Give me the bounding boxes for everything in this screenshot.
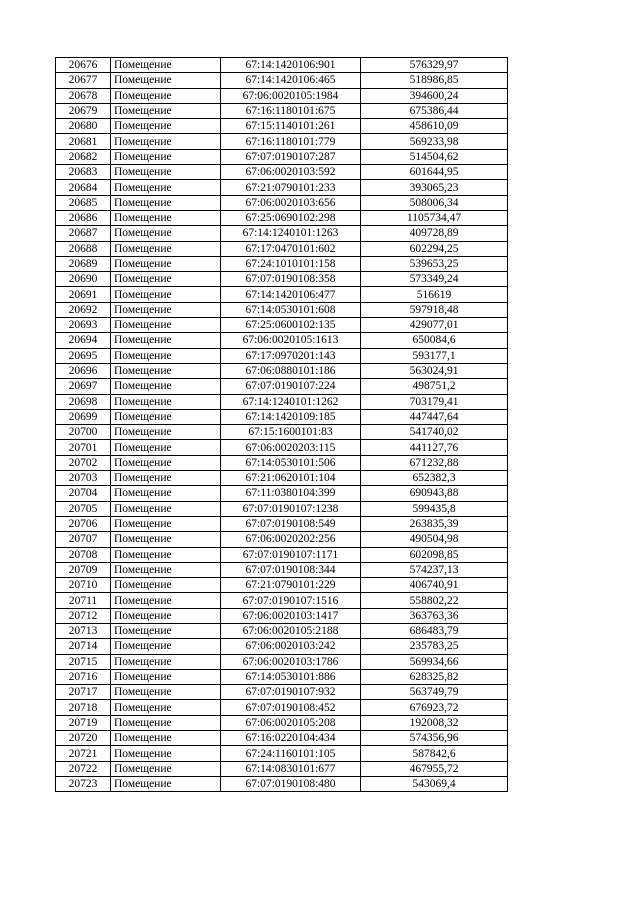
cadastral-number-cell: 67:14:0830101:677 bbox=[221, 761, 361, 776]
cadastral-value-cell: 363763,36 bbox=[361, 608, 508, 623]
object-type-cell: Помещение bbox=[111, 58, 221, 73]
table-row bbox=[56, 547, 508, 562]
table-row bbox=[56, 73, 508, 88]
table-row bbox=[56, 639, 508, 654]
object-type-cell: Помещение bbox=[111, 134, 221, 149]
cadastral-number-cell: 67:06:0020103:1417 bbox=[221, 608, 361, 623]
cadastral-number-cell: 67:06:0020202:256 bbox=[221, 532, 361, 547]
cadastral-value-cell: 458610,09 bbox=[361, 119, 508, 134]
row-number-cell: 20701 bbox=[56, 440, 111, 455]
object-type-cell: Помещение bbox=[111, 318, 221, 333]
row-number-cell: 20704 bbox=[56, 486, 111, 501]
row-number-cell: 20713 bbox=[56, 623, 111, 638]
cadastral-number-cell: 67:14:1420106:477 bbox=[221, 287, 361, 302]
row-number-cell: 20685 bbox=[56, 195, 111, 210]
cadastral-value-cell: 514504,62 bbox=[361, 149, 508, 164]
row-number-cell: 20705 bbox=[56, 501, 111, 516]
table-row bbox=[56, 256, 508, 271]
table-row bbox=[56, 731, 508, 746]
object-type-cell: Помещение bbox=[111, 654, 221, 669]
row-number-cell: 20688 bbox=[56, 241, 111, 256]
row-number-cell: 20720 bbox=[56, 731, 111, 746]
cadastral-number-cell: 67:07:0190107:1171 bbox=[221, 547, 361, 562]
cadastral-value-cell: 671232,88 bbox=[361, 455, 508, 470]
cadastral-value-cell: 406740,91 bbox=[361, 578, 508, 593]
cadastral-number-cell: 67:07:0190107:287 bbox=[221, 149, 361, 164]
cadastral-value-cell: 574237,13 bbox=[361, 562, 508, 577]
table-row bbox=[56, 425, 508, 440]
object-type-cell: Помещение bbox=[111, 119, 221, 134]
cadastral-value-cell: 467955,72 bbox=[361, 761, 508, 776]
cadastral-value-cell: 601644,95 bbox=[361, 165, 508, 180]
cadastral-number-cell: 67:17:0470101:602 bbox=[221, 241, 361, 256]
table-row bbox=[56, 103, 508, 118]
cadastral-number-cell: 67:24:1160101:105 bbox=[221, 746, 361, 761]
cadastral-number-cell: 67:07:0190107:224 bbox=[221, 379, 361, 394]
table-row bbox=[56, 318, 508, 333]
cadastral-number-cell: 67:15:1600101:83 bbox=[221, 425, 361, 440]
cadastral-value-cell: 409728,89 bbox=[361, 226, 508, 241]
cadastral-value-cell: 563749,79 bbox=[361, 685, 508, 700]
table-row bbox=[56, 241, 508, 256]
cadastral-number-cell: 67:21:0790101:233 bbox=[221, 180, 361, 195]
cadastral-number-cell: 67:14:1420106:901 bbox=[221, 58, 361, 73]
row-number-cell: 20715 bbox=[56, 654, 111, 669]
cadastral-number-cell: 67:06:0020105:1984 bbox=[221, 88, 361, 103]
cadastral-value-cell: 650084,6 bbox=[361, 333, 508, 348]
cadastral-number-cell: 67:06:0020105:208 bbox=[221, 715, 361, 730]
cadastral-number-cell: 67:16:0220104:434 bbox=[221, 731, 361, 746]
row-number-cell: 20679 bbox=[56, 103, 111, 118]
row-number-cell: 20714 bbox=[56, 639, 111, 654]
object-type-cell: Помещение bbox=[111, 394, 221, 409]
table-row bbox=[56, 348, 508, 363]
cadastral-number-cell: 67:07:0190108:452 bbox=[221, 700, 361, 715]
cadastral-number-cell: 67:06:0020203:115 bbox=[221, 440, 361, 455]
table-row bbox=[56, 165, 508, 180]
cadastral-number-cell: 67:21:0790101:229 bbox=[221, 578, 361, 593]
cadastral-number-cell: 67:07:0190108:344 bbox=[221, 562, 361, 577]
object-type-cell: Помещение bbox=[111, 287, 221, 302]
cadastral-value-cell: 490504,98 bbox=[361, 532, 508, 547]
object-type-cell: Помещение bbox=[111, 700, 221, 715]
row-number-cell: 20687 bbox=[56, 226, 111, 241]
row-number-cell: 20706 bbox=[56, 516, 111, 531]
cadastral-number-cell: 67:06:0020105:1613 bbox=[221, 333, 361, 348]
row-number-cell: 20681 bbox=[56, 134, 111, 149]
object-type-cell: Помещение bbox=[111, 501, 221, 516]
row-number-cell: 20682 bbox=[56, 149, 111, 164]
table-row bbox=[56, 700, 508, 715]
cadastral-value-cell: 569934,66 bbox=[361, 654, 508, 669]
cadastral-value-cell: 235783,25 bbox=[361, 639, 508, 654]
cadastral-value-cell: 652382,3 bbox=[361, 471, 508, 486]
object-type-cell: Помещение bbox=[111, 562, 221, 577]
cadastral-number-cell: 67:14:1420109:185 bbox=[221, 409, 361, 424]
cadastral-number-cell: 67:07:0190107:1516 bbox=[221, 593, 361, 608]
row-number-cell: 20721 bbox=[56, 746, 111, 761]
object-type-cell: Помещение bbox=[111, 425, 221, 440]
row-number-cell: 20689 bbox=[56, 256, 111, 271]
cadastral-value-cell: 690943,88 bbox=[361, 486, 508, 501]
cadastral-value-cell: 593177,1 bbox=[361, 348, 508, 363]
cadastral-number-cell: 67:25:0600102:135 bbox=[221, 318, 361, 333]
object-type-cell: Помещение bbox=[111, 685, 221, 700]
table-row bbox=[56, 180, 508, 195]
object-type-cell: Помещение bbox=[111, 516, 221, 531]
cadastral-number-cell: 67:16:1180101:779 bbox=[221, 134, 361, 149]
cadastral-value-cell: 516619 bbox=[361, 287, 508, 302]
table-row bbox=[56, 669, 508, 684]
cadastral-value-cell: 263835,39 bbox=[361, 516, 508, 531]
table-row bbox=[56, 287, 508, 302]
cadastral-number-cell: 67:07:0190108:549 bbox=[221, 516, 361, 531]
row-number-cell: 20698 bbox=[56, 394, 111, 409]
cadastral-value-cell: 628325,82 bbox=[361, 669, 508, 684]
object-type-cell: Помещение bbox=[111, 241, 221, 256]
row-number-cell: 20691 bbox=[56, 287, 111, 302]
table-row bbox=[56, 455, 508, 470]
table-row bbox=[56, 501, 508, 516]
row-number-cell: 20695 bbox=[56, 348, 111, 363]
cadastral-value-cell: 676923,72 bbox=[361, 700, 508, 715]
cadastral-value-cell: 447447,64 bbox=[361, 409, 508, 424]
row-number-cell: 20677 bbox=[56, 73, 111, 88]
row-number-cell: 20708 bbox=[56, 547, 111, 562]
row-number-cell: 20700 bbox=[56, 425, 111, 440]
table-row bbox=[56, 302, 508, 317]
cadastral-value-cell: 543069,4 bbox=[361, 776, 508, 791]
object-type-cell: Помещение bbox=[111, 256, 221, 271]
cadastral-number-cell: 67:21:0620101:104 bbox=[221, 471, 361, 486]
cadastral-value-cell: 498751,2 bbox=[361, 379, 508, 394]
object-type-cell: Помещение bbox=[111, 409, 221, 424]
object-type-cell: Помещение bbox=[111, 180, 221, 195]
object-type-cell: Помещение bbox=[111, 379, 221, 394]
table-row bbox=[56, 715, 508, 730]
cadastral-value-cell: 563024,91 bbox=[361, 363, 508, 378]
table-row bbox=[56, 578, 508, 593]
object-type-cell: Помещение bbox=[111, 639, 221, 654]
table-row bbox=[56, 119, 508, 134]
object-type-cell: Помещение bbox=[111, 623, 221, 638]
cadastral-number-cell: 67:07:0190107:1238 bbox=[221, 501, 361, 516]
cadastral-value-cell: 574356,96 bbox=[361, 731, 508, 746]
cadastral-value-cell: 599435,8 bbox=[361, 501, 508, 516]
table-row bbox=[56, 272, 508, 287]
cadastral-value-cell: 441127,76 bbox=[361, 440, 508, 455]
cadastral-number-cell: 67:06:0020103:242 bbox=[221, 639, 361, 654]
object-type-cell: Помещение bbox=[111, 471, 221, 486]
row-number-cell: 20702 bbox=[56, 455, 111, 470]
object-type-cell: Помещение bbox=[111, 593, 221, 608]
table-row bbox=[56, 149, 508, 164]
cadastral-number-cell: 67:06:0020105:2188 bbox=[221, 623, 361, 638]
cadastral-number-cell: 67:06:0020103:592 bbox=[221, 165, 361, 180]
table-row bbox=[56, 379, 508, 394]
table-row bbox=[56, 623, 508, 638]
row-number-cell: 20683 bbox=[56, 165, 111, 180]
object-type-cell: Помещение bbox=[111, 165, 221, 180]
cadastral-value-cell: 602098,85 bbox=[361, 547, 508, 562]
row-number-cell: 20678 bbox=[56, 88, 111, 103]
row-number-cell: 20722 bbox=[56, 761, 111, 776]
cadastral-number-cell: 67:25:0690102:298 bbox=[221, 210, 361, 225]
cadastral-number-cell: 67:17:0970201:143 bbox=[221, 348, 361, 363]
table-row bbox=[56, 440, 508, 455]
cadastral-number-cell: 67:14:1420106:465 bbox=[221, 73, 361, 88]
object-type-cell: Помещение bbox=[111, 715, 221, 730]
table-row bbox=[56, 333, 508, 348]
row-number-cell: 20712 bbox=[56, 608, 111, 623]
cadastral-number-cell: 67:06:0020103:656 bbox=[221, 195, 361, 210]
cadastral-number-cell: 67:14:0530101:506 bbox=[221, 455, 361, 470]
object-type-cell: Помещение bbox=[111, 73, 221, 88]
cadastral-value-cell: 558802,22 bbox=[361, 593, 508, 608]
object-type-cell: Помещение bbox=[111, 348, 221, 363]
table-row bbox=[56, 654, 508, 669]
cadastral-number-cell: 67:06:0880101:186 bbox=[221, 363, 361, 378]
row-number-cell: 20690 bbox=[56, 272, 111, 287]
object-type-cell: Помещение bbox=[111, 578, 221, 593]
table-row bbox=[56, 746, 508, 761]
cadastral-value-cell: 573349,24 bbox=[361, 272, 508, 287]
cadastral-value-cell: 587842,6 bbox=[361, 746, 508, 761]
object-type-cell: Помещение bbox=[111, 226, 221, 241]
table-row bbox=[56, 516, 508, 531]
row-number-cell: 20676 bbox=[56, 58, 111, 73]
table-row bbox=[56, 471, 508, 486]
cadastral-number-cell: 67:24:1010101:158 bbox=[221, 256, 361, 271]
table-row bbox=[56, 363, 508, 378]
object-type-cell: Помещение bbox=[111, 532, 221, 547]
table-row bbox=[56, 685, 508, 700]
table-row bbox=[56, 486, 508, 501]
cadastral-number-cell: 67:14:0530101:608 bbox=[221, 302, 361, 317]
row-number-cell: 20680 bbox=[56, 119, 111, 134]
table-row bbox=[56, 195, 508, 210]
cadastral-value-cell: 518986,85 bbox=[361, 73, 508, 88]
cadastral-value-cell: 429077,01 bbox=[361, 318, 508, 333]
cadastral-number-cell: 67:06:0020103:1786 bbox=[221, 654, 361, 669]
cadastral-value-cell: 394600,24 bbox=[361, 88, 508, 103]
object-type-cell: Помещение bbox=[111, 608, 221, 623]
cadastral-value-cell: 576329,97 bbox=[361, 58, 508, 73]
table-row bbox=[56, 394, 508, 409]
cadastral-value-table bbox=[55, 57, 508, 792]
row-number-cell: 20694 bbox=[56, 333, 111, 348]
row-number-cell: 20711 bbox=[56, 593, 111, 608]
table-body bbox=[56, 58, 508, 792]
cadastral-number-cell: 67:14:1240101:1262 bbox=[221, 394, 361, 409]
table-row bbox=[56, 226, 508, 241]
object-type-cell: Помещение bbox=[111, 455, 221, 470]
cadastral-value-cell: 508006,34 bbox=[361, 195, 508, 210]
row-number-cell: 20684 bbox=[56, 180, 111, 195]
row-number-cell: 20693 bbox=[56, 318, 111, 333]
object-type-cell: Помещение bbox=[111, 302, 221, 317]
row-number-cell: 20723 bbox=[56, 776, 111, 791]
cadastral-number-cell: 67:07:0190107:932 bbox=[221, 685, 361, 700]
row-number-cell: 20717 bbox=[56, 685, 111, 700]
row-number-cell: 20716 bbox=[56, 669, 111, 684]
object-type-cell: Помещение bbox=[111, 669, 221, 684]
row-number-cell: 20696 bbox=[56, 363, 111, 378]
table-row bbox=[56, 134, 508, 149]
object-type-cell: Помещение bbox=[111, 440, 221, 455]
object-type-cell: Помещение bbox=[111, 272, 221, 287]
object-type-cell: Помещение bbox=[111, 761, 221, 776]
cadastral-number-cell: 67:16:1180101:675 bbox=[221, 103, 361, 118]
table-row bbox=[56, 593, 508, 608]
object-type-cell: Помещение bbox=[111, 486, 221, 501]
object-type-cell: Помещение bbox=[111, 731, 221, 746]
cadastral-number-cell: 67:14:0530101:886 bbox=[221, 669, 361, 684]
cadastral-value-cell: 602294,25 bbox=[361, 241, 508, 256]
row-number-cell: 20719 bbox=[56, 715, 111, 730]
cadastral-value-cell: 1105734,47 bbox=[361, 210, 508, 225]
table-row bbox=[56, 409, 508, 424]
row-number-cell: 20718 bbox=[56, 700, 111, 715]
row-number-cell: 20697 bbox=[56, 379, 111, 394]
row-number-cell: 20703 bbox=[56, 471, 111, 486]
cadastral-value-cell: 686483,79 bbox=[361, 623, 508, 638]
object-type-cell: Помещение bbox=[111, 88, 221, 103]
cadastral-value-cell: 569233,98 bbox=[361, 134, 508, 149]
cadastral-value-cell: 192008,32 bbox=[361, 715, 508, 730]
object-type-cell: Помещение bbox=[111, 363, 221, 378]
table-row bbox=[56, 58, 508, 73]
object-type-cell: Помещение bbox=[111, 103, 221, 118]
cadastral-number-cell: 67:14:1240101:1263 bbox=[221, 226, 361, 241]
object-type-cell: Помещение bbox=[111, 746, 221, 761]
object-type-cell: Помещение bbox=[111, 776, 221, 791]
object-type-cell: Помещение bbox=[111, 195, 221, 210]
cadastral-number-cell: 67:11:0380104:399 bbox=[221, 486, 361, 501]
table-row bbox=[56, 532, 508, 547]
table-row bbox=[56, 210, 508, 225]
cadastral-value-cell: 675386,44 bbox=[361, 103, 508, 118]
table-row bbox=[56, 88, 508, 103]
row-number-cell: 20686 bbox=[56, 210, 111, 225]
object-type-cell: Помещение bbox=[111, 149, 221, 164]
cadastral-value-cell: 703179,41 bbox=[361, 394, 508, 409]
cadastral-value-cell: 541740,02 bbox=[361, 425, 508, 440]
row-number-cell: 20710 bbox=[56, 578, 111, 593]
cadastral-value-cell: 597918,48 bbox=[361, 302, 508, 317]
row-number-cell: 20692 bbox=[56, 302, 111, 317]
cadastral-number-cell: 67:07:0190108:480 bbox=[221, 776, 361, 791]
object-type-cell: Помещение bbox=[111, 333, 221, 348]
object-type-cell: Помещение bbox=[111, 210, 221, 225]
row-number-cell: 20699 bbox=[56, 409, 111, 424]
table-row bbox=[56, 562, 508, 577]
row-number-cell: 20707 bbox=[56, 532, 111, 547]
table-row bbox=[56, 761, 508, 776]
row-number-cell: 20709 bbox=[56, 562, 111, 577]
cadastral-value-cell: 539653,25 bbox=[361, 256, 508, 271]
table-row bbox=[56, 776, 508, 791]
cadastral-number-cell: 67:07:0190108:358 bbox=[221, 272, 361, 287]
table-row bbox=[56, 608, 508, 623]
cadastral-number-cell: 67:15:1140101:261 bbox=[221, 119, 361, 134]
object-type-cell: Помещение bbox=[111, 547, 221, 562]
cadastral-value-cell: 393065,23 bbox=[361, 180, 508, 195]
